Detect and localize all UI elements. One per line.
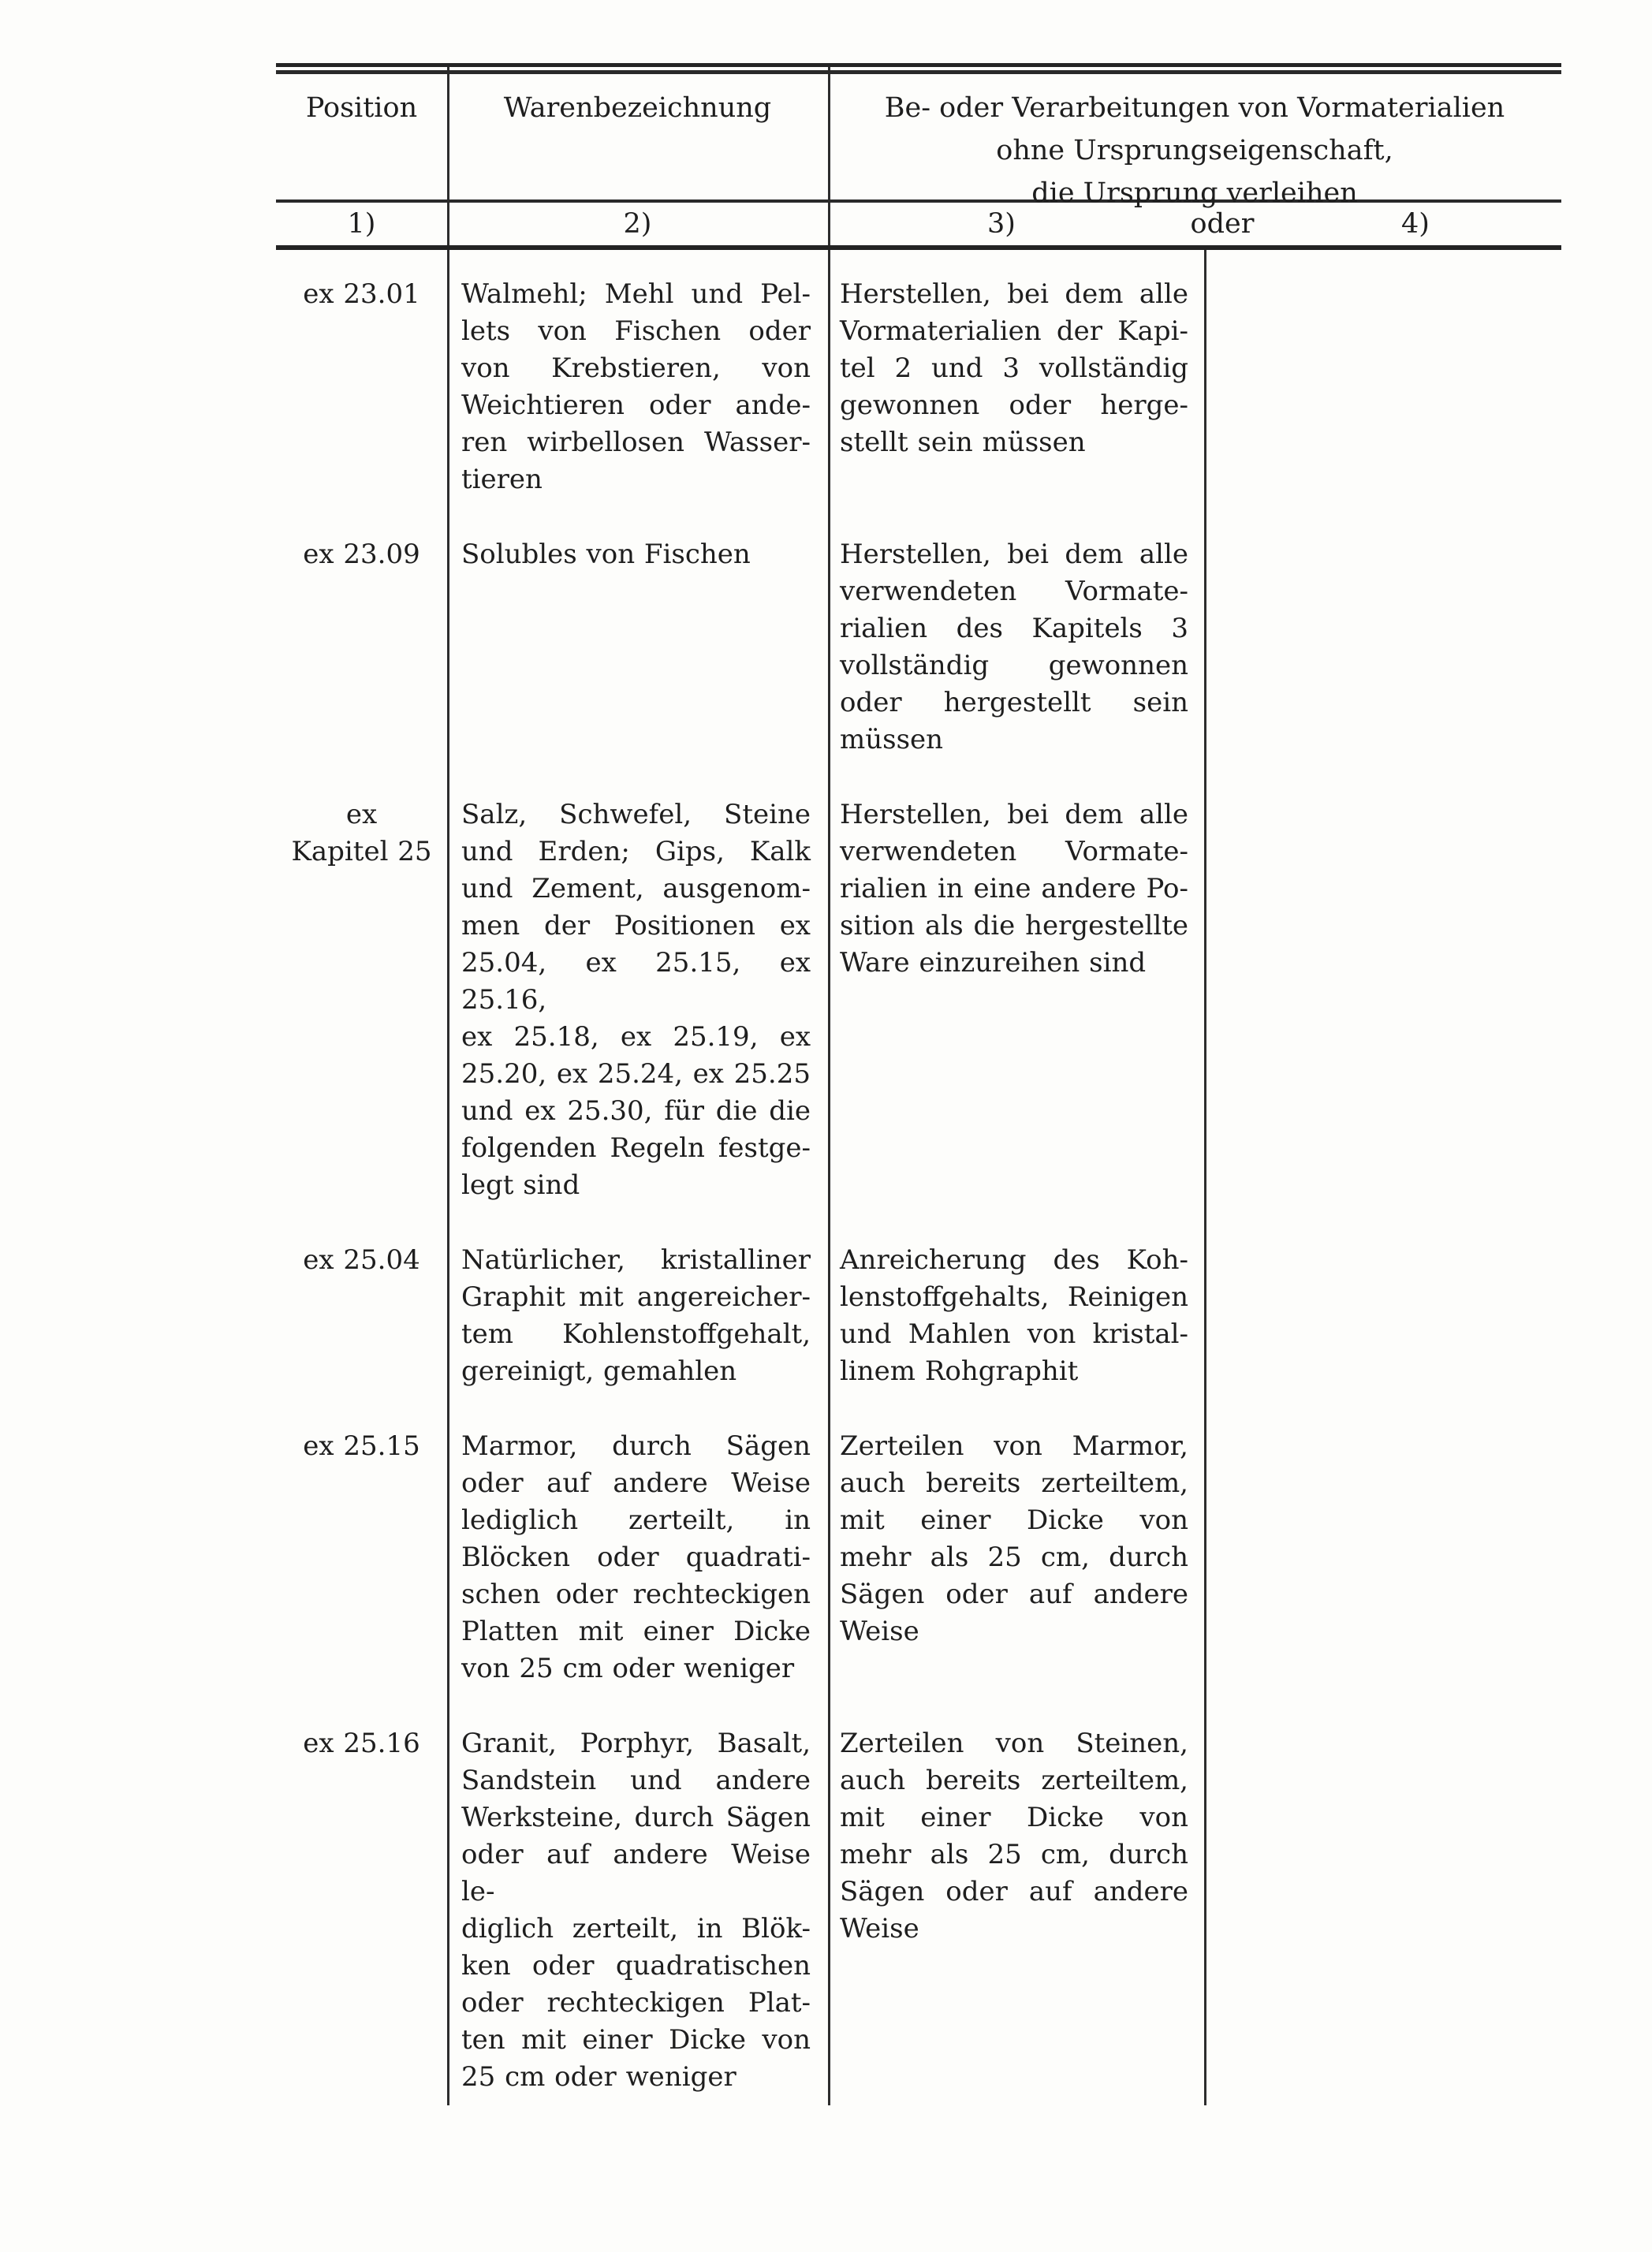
text-line: legt sind bbox=[461, 1169, 580, 1201]
text-line: lets von Fischen oder bbox=[461, 315, 811, 347]
column-number-1: 1) bbox=[347, 208, 376, 240]
text-line: ex bbox=[345, 799, 378, 830]
rule-cell bbox=[828, 796, 1204, 1204]
rule-cell bbox=[828, 1428, 1204, 1687]
text-line: ex 25.16 bbox=[303, 1728, 420, 1759]
text-line: 25 cm oder weniger bbox=[461, 2061, 737, 2093]
position-cell bbox=[276, 1725, 447, 2096]
text-line: Weise bbox=[840, 1913, 919, 1944]
rule-cell bbox=[828, 1242, 1204, 1390]
text-line: auch bereits zerteiltem, bbox=[840, 1467, 1188, 1499]
text-line: Sandstein und andere bbox=[461, 1765, 811, 1796]
position-cell bbox=[276, 1242, 447, 1390]
text-line: 25.04, ex 25.15, ex 25.16, bbox=[461, 947, 811, 1016]
rule-cell bbox=[828, 276, 1204, 498]
alt-rule-cell-empty bbox=[1204, 796, 1561, 1204]
text-line: vollständig gewonnen bbox=[840, 650, 1188, 681]
alt-rule-cell-empty bbox=[1204, 1725, 1561, 2096]
text-line: mit einer Dicke von bbox=[840, 1802, 1188, 1833]
column-numbers-3-4 bbox=[828, 203, 1561, 245]
text-line: ex 25.04 bbox=[303, 1244, 420, 1276]
description-cell bbox=[447, 536, 828, 759]
text-line: lediglich zerteilt, in bbox=[461, 1504, 811, 1536]
text-line: mehr als 25 cm, durch bbox=[840, 1839, 1188, 1870]
text-line: ten mit einer Dicke von bbox=[461, 2024, 811, 2056]
text-line: auch bereits zerteiltem, bbox=[840, 1765, 1188, 1796]
text-line: oder rechteckigen Plat- bbox=[461, 1987, 811, 2019]
table-row bbox=[276, 536, 1561, 759]
text-line: Sägen oder auf andere bbox=[840, 1579, 1188, 1610]
text-line: ex 23.09 bbox=[303, 539, 420, 570]
text-line: von 25 cm oder weniger bbox=[461, 1653, 795, 1684]
table-row bbox=[276, 276, 1561, 498]
text-line: ex 23.01 bbox=[303, 278, 420, 310]
text-line: tel 2 und 3 vollständig bbox=[840, 352, 1188, 384]
text-line: oder auf andere Weise le- bbox=[461, 1839, 811, 1907]
alt-rule-cell-empty bbox=[1204, 276, 1561, 498]
text-line: sition als die hergestellte bbox=[840, 910, 1188, 941]
origin-rules-table bbox=[276, 63, 1561, 2134]
description-cell bbox=[447, 796, 828, 1204]
text-line: ex 25.18, ex 25.19, ex bbox=[461, 1021, 811, 1053]
text-line: und Zement, ausgenom- bbox=[461, 873, 811, 904]
text-line: und Mahlen von kristal- bbox=[840, 1318, 1188, 1350]
position-cell bbox=[276, 536, 447, 759]
text-line: mit einer Dicke von bbox=[840, 1504, 1188, 1536]
text-line: Graphit mit angereicher- bbox=[461, 1281, 811, 1313]
text-line: folgenden Regeln festge- bbox=[461, 1132, 811, 1164]
header-processing-line-2: ohne Ursprungseigenschaft, bbox=[996, 135, 1393, 166]
table-row bbox=[276, 1242, 1561, 1390]
alt-rule-cell-empty bbox=[1204, 536, 1561, 759]
header-processing-line-3: die Ursprung verleihen bbox=[1031, 177, 1358, 209]
rule-cell bbox=[828, 1725, 1204, 2096]
description-cell bbox=[447, 276, 828, 498]
column-number-3: 3) bbox=[987, 208, 1016, 240]
table-row bbox=[276, 1725, 1561, 2096]
text-line: diglich zerteilt, in Blök- bbox=[461, 1913, 811, 1944]
text-line: Weichtieren oder ande- bbox=[461, 390, 811, 421]
text-line: Natürlicher, kristalliner bbox=[461, 1244, 811, 1276]
text-line: Salz, Schwefel, Steine bbox=[461, 799, 811, 830]
text-line: tieren bbox=[461, 464, 543, 495]
text-line: Zerteilen von Steinen, bbox=[840, 1728, 1188, 1759]
text-line: Anreicherung des Koh- bbox=[840, 1244, 1188, 1276]
position-cell bbox=[276, 1428, 447, 1687]
text-line: Blöcken oder quadrati- bbox=[461, 1542, 811, 1573]
table-top-rule bbox=[276, 63, 1561, 74]
text-line: und ex 25.30, für die die bbox=[461, 1095, 811, 1127]
text-line: men der Positionen ex bbox=[461, 910, 811, 941]
text-line: Solubles von Fischen bbox=[461, 539, 751, 570]
text-line: Herstellen, bei dem alle bbox=[840, 539, 1188, 570]
text-line: Werksteine, durch Sägen bbox=[461, 1802, 811, 1833]
text-line: und Erden; Gips, Kalk bbox=[461, 836, 811, 867]
text-line: Herstellen, bei dem alle bbox=[840, 799, 1188, 830]
column-number-2: 2) bbox=[623, 208, 652, 240]
rule-cell bbox=[828, 536, 1204, 759]
text-line: gewonnen oder herge- bbox=[840, 390, 1188, 421]
text-line: oder hergestellt sein bbox=[840, 687, 1188, 718]
text-line: rialien in eine andere Po- bbox=[840, 873, 1188, 904]
text-line: von Krebstieren, von bbox=[461, 352, 811, 384]
text-line: Sägen oder auf andere bbox=[840, 1876, 1188, 1907]
text-line: tem Kohlenstoffgehalt, bbox=[461, 1318, 811, 1350]
text-line: ren wirbellosen Wasser- bbox=[461, 427, 811, 458]
description-cell bbox=[447, 1428, 828, 1687]
text-line: rialien des Kapitels 3 bbox=[840, 613, 1188, 644]
text-line: gereinigt, gemahlen bbox=[461, 1355, 737, 1387]
text-line: ken oder quadratischen bbox=[461, 1950, 811, 1982]
text-line: Ware einzureihen sind bbox=[840, 947, 1147, 979]
text-line: schen oder rechteckigen bbox=[461, 1579, 811, 1610]
text-line: linem Rohgraphit bbox=[840, 1355, 1079, 1387]
header-processing-line-1: Be- oder Verarbeitungen von Vormaterialien bbox=[884, 92, 1505, 124]
column-number-oder: oder bbox=[1190, 208, 1255, 240]
alt-rule-cell-empty bbox=[1204, 1428, 1561, 1687]
text-line: Platten mit einer Dicke bbox=[461, 1616, 811, 1647]
text-line: Walmehl; Mehl und Pel- bbox=[461, 278, 811, 310]
header-processing bbox=[828, 87, 1561, 214]
table-row bbox=[276, 1428, 1561, 1687]
text-line: müssen bbox=[840, 724, 944, 755]
text-line: Zerteilen von Marmor, bbox=[840, 1430, 1188, 1462]
text-line: Marmor, durch Sägen bbox=[461, 1430, 811, 1462]
position-cell bbox=[276, 796, 447, 1204]
column-numbers-row bbox=[276, 203, 1561, 245]
alt-rule-cell-empty bbox=[1204, 1242, 1561, 1390]
numbers-separator-rule bbox=[276, 245, 1561, 250]
text-line: oder auf andere Weise bbox=[461, 1467, 811, 1499]
text-line: Weise bbox=[840, 1616, 919, 1647]
text-line: stellt sein müssen bbox=[840, 427, 1086, 458]
text-line: verwendeten Vormate- bbox=[840, 836, 1188, 867]
position-cell bbox=[276, 276, 447, 498]
header-position: Position bbox=[305, 92, 418, 124]
text-line: 25.20, ex 25.24, ex 25.25 bbox=[461, 1058, 811, 1090]
header-warenbezeichnung: Warenbezeichnung bbox=[503, 92, 772, 124]
table-body bbox=[276, 276, 1561, 2096]
table-row bbox=[276, 796, 1561, 1204]
text-line: lenstoffgehalts, Reinigen bbox=[840, 1281, 1188, 1313]
description-cell bbox=[447, 1725, 828, 2096]
column-number-4: 4) bbox=[1401, 208, 1430, 240]
table-header-row bbox=[276, 74, 1561, 209]
text-line: Granit, Porphyr, Basalt, bbox=[461, 1728, 811, 1759]
text-line: Vormaterialien der Kapi- bbox=[840, 315, 1188, 347]
text-line: Herstellen, bei dem alle bbox=[840, 278, 1188, 310]
text-line: Kapitel 25 bbox=[291, 836, 432, 867]
text-line: ex 25.15 bbox=[303, 1430, 420, 1462]
description-cell bbox=[447, 1242, 828, 1390]
text-line: verwendeten Vormate- bbox=[840, 576, 1188, 607]
text-line: mehr als 25 cm, durch bbox=[840, 1542, 1188, 1573]
